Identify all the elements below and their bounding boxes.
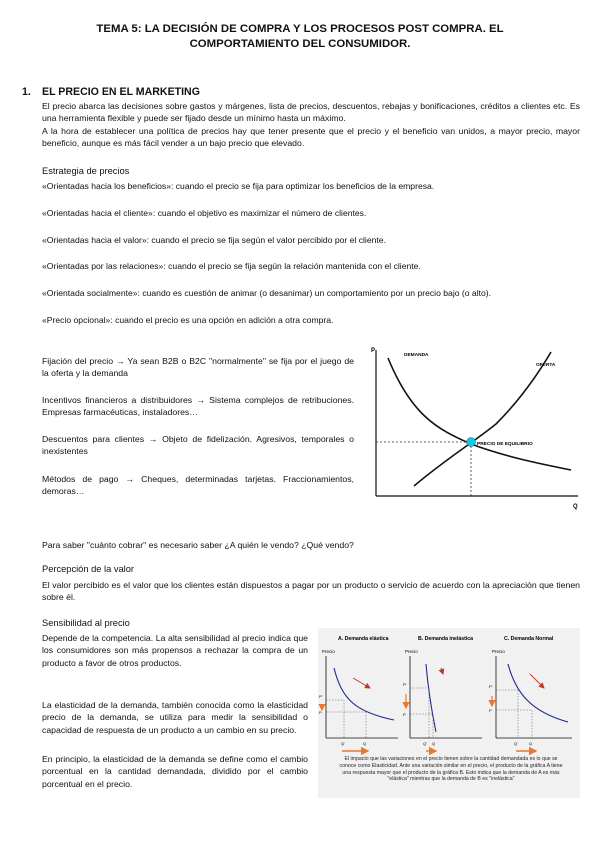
panel-c-y-label: Precio — [492, 649, 505, 654]
strategy-heading: Estrategia de precios — [42, 166, 130, 176]
panel-b-p0: P — [403, 712, 406, 717]
supply-label: OFERTA — [536, 363, 556, 368]
y-axis-label: P — [371, 348, 376, 354]
strategy-item: «Orientada socialmente»: cuando es cuestión de animar (o desanimar) un comportamiento por un precio bajo (o alto). — [42, 288, 492, 298]
section-number: 1. — [22, 86, 31, 98]
panel-a-y-label: Precio — [322, 649, 335, 654]
supply-curve — [414, 352, 551, 486]
fixing-item: Descuentos para clientes → Objeto de fidelización. Agresivos, temporales o inexistentes — [42, 434, 354, 457]
perception-heading: Percepción de la valor — [42, 564, 134, 574]
intro-paragraph-1: El precio abarca las decisiones sobre gastos y márgenes, lista de precios, descuentos, rebajas y bonificaciones, créditos a clientes etc. Es una herramienta flexible y puede ser fijado desde un mínimo hasta un máximo. — [42, 101, 580, 124]
demand-label: DEMANDA — [404, 353, 429, 358]
panel-a-demand-curve — [334, 668, 394, 720]
panel-b-p1: P' — [403, 682, 407, 687]
question-line: Para saber "cuánto cobrar" es necesario saber ¿A quién le vendo? ¿Qué vendo? — [42, 540, 354, 550]
x-axis-label: Q — [573, 504, 578, 510]
panel-b-q1: Q' — [423, 741, 427, 746]
panel-a-p0: P — [319, 710, 322, 715]
panel-a-q0: Q — [363, 741, 367, 746]
title-line-2: COMPORTAMIENTO DEL CONSUMIDOR. — [189, 38, 411, 50]
fixing-item: Incentivos financieros a distribuidores → Sistema complejos de retribuciones. Empresas farmacéuticas, instaladores… — [42, 395, 354, 418]
equilibrium-label: PRECIO DE EQUILIBRIO — [477, 442, 533, 447]
demand-curve — [388, 358, 571, 470]
panel-c-title: C. Demanda Normal — [504, 636, 554, 642]
panel-a-q1: Q' — [341, 741, 345, 746]
panel-a — [319, 636, 398, 751]
strategy-item: «Orientadas hacia los beneficios»: cuando el precio se fija para optimizar los beneficios de la empresa. — [42, 181, 435, 191]
fixing-item: Métodos de pago → Cheques, determinadas tarjetas. Fraccionamientos, demoras… — [42, 474, 354, 497]
panel-c-p1: P' — [489, 684, 493, 689]
panel-a-p1: P' — [319, 694, 323, 699]
equilibrium-point — [467, 438, 476, 447]
perception-text: El valor percibido es el valor que los clientes están dispuestos a pagar por un producto o servicio de acuerdo con la apreciación que tienen sobre él. — [42, 580, 580, 603]
elasticity-panels — [318, 628, 580, 756]
strategy-item: «Orientadas hacia el cliente»: cuando el objetivo es maximizar el número de clientes. — [42, 208, 367, 218]
panel-b-title: B. Demanda inelástica — [418, 636, 474, 642]
document-title — [60, 22, 540, 52]
panel-b — [403, 636, 482, 751]
supply-demand-chart — [366, 344, 584, 512]
panel-c-p0: P — [489, 708, 492, 713]
intro-paragraph-2: A la hora de establecer una política de precios hay que tener presente que el precio y el beneficio van unidos, a mayor precio, mayor beneficio, aunque es más fácil vender a un bajo precio que elevado. — [42, 126, 580, 149]
strategy-item: «Orientadas hacia el valor»: cuando el precio se fija según el valor percibido por el cliente. — [42, 235, 386, 245]
panel-c-q0: Q — [529, 741, 533, 746]
sensitivity-paragraph-1: Depende de la competencia. La alta sensibilidad al precio indica que los consumidores son más propensos a rechazar la compra de un producto a favor de otros productos. — [42, 633, 308, 668]
panel-c — [489, 636, 572, 751]
elasticity-figure — [318, 628, 580, 798]
section-title: EL PRECIO EN EL MARKETING — [42, 86, 200, 98]
panel-b-y-label: Precio — [405, 649, 418, 654]
title-line-1: TEMA 5: LA DECISIÓN DE COMPRA Y LOS PROCESOS POST COMPRA. EL — [96, 23, 504, 35]
panel-b-demand-curve — [426, 664, 436, 732]
strategy-item: «Precio opcional»: cuando el precio es una opción en adición a otra compra. — [42, 315, 334, 325]
fixing-item: Fijación del precio → Ya sean B2B o B2C "normalmente" se fija por el juego de la oferta y la demanda — [42, 356, 354, 379]
panel-a-title: A. Demanda elástica — [338, 636, 389, 642]
panel-c-demand-curve — [508, 664, 568, 722]
panel-b-q0: Q — [432, 741, 436, 746]
sensitivity-paragraph-2: La elasticidad de la demanda, también conocida como la elasticidad precio de la demanda, se utiliza para medir la sensibilidad o capacidad de respuesta de un producto a un cambio en su precio. — [42, 700, 308, 735]
sensitivity-heading: Sensibilidad al precio — [42, 618, 130, 628]
strategy-item: «Orientadas por las relaciones»: cuando el precio se fija según la relación mantenida con el cliente. — [42, 261, 421, 271]
panel-c-q1: Q' — [514, 741, 518, 746]
section-heading — [22, 86, 200, 98]
sensitivity-paragraph-3: En principio, la elasticidad de la demanda se define como el cambio porcentual en la cantidad demandada, dividido por el cambio porcentual en el precio. — [42, 754, 308, 789]
elasticity-caption: El impacto que las variaciones en el precio tienen sobre la cantidad demandada es lo que se conoce como Elasticidad. Ante una variación similar en el precio, el producto de la gráfica A tiene una respuesta mayor que el producto de la gráfica B. Esto indica que la demanda de A es más "elástica" mientras que la demanda de B es "inelástica" — [339, 756, 563, 783]
